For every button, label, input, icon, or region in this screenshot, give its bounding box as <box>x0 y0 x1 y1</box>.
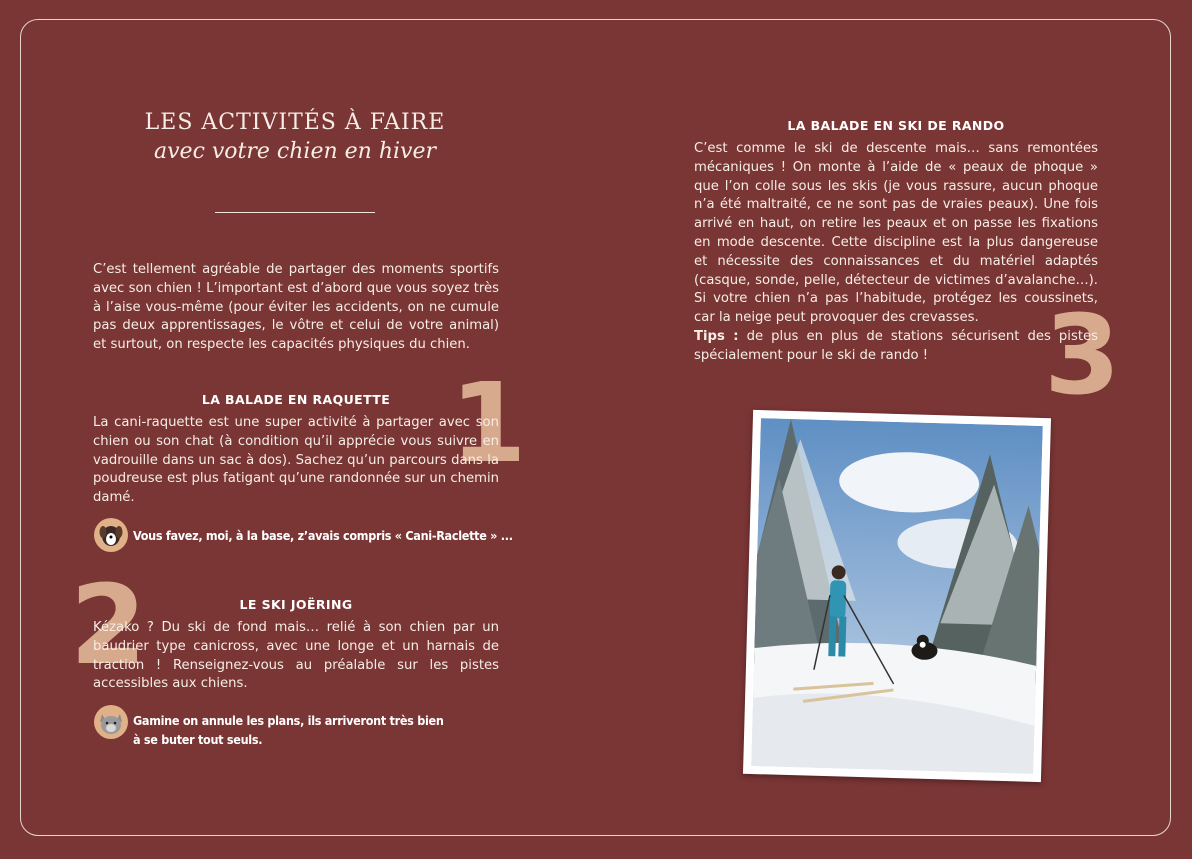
rando-body: C’est comme le ski de descente mais… sans remontées mécaniques ! On monte à l’aide de « peaux de phoque » que l’on colle sous les skis (je vous rassure, aucun phoque n’a été maltraité, ce ne sont pas de vraies peaux). Une fois arrivé en haut, on retire les peaux et on passe les fixations en mode descente. Cette discipline est la plus dangereuse et nécessite des connaissances et du matériel adaptés (casque, sonde, pelle, détecteur de victimes d’avalanche…). Si votre chien n’a pas l’habitude, protégez les coussinets, car la neige peut provoquer des crevasses. <box>694 141 1098 326</box>
section-number-2: 2 <box>70 561 147 689</box>
cat-quote-line2: à se buter tout seuls. <box>133 732 263 747</box>
section-text-raquette: La cani-raquette est une super activité à partager avec son chien ou son chat (à condition qu’il apprécie vous suivre en vadrouille dans un sac à dos). Sachez qu’un parcours dans la poudreuse est plus fatigant qu’une randonnée sur un chemin damé. <box>93 415 499 506</box>
cat-quote-line1: Gamine on annule les plans, ils arriveront très bien <box>133 713 444 728</box>
ski-photo-image <box>751 418 1043 774</box>
title-line1: LES ACTIVITÉS À FAIRE <box>144 110 446 135</box>
section-text-rando <box>694 140 1098 366</box>
section-text-joering: Kézako ? Du ski de fond mais… relié à son chien par un baudrier type canicross, avec une longe et un harnais de traction ! Renseignez-vous au préalable sur les pistes accessibles aux chiens. <box>93 620 499 692</box>
section-heading-joering: LE SKI JOËRING <box>239 597 353 612</box>
cat-quote <box>133 711 513 749</box>
tips-text: de plus en plus de stations sécurisent des pistes spécialement pour le ski de rando ! <box>694 328 1098 363</box>
section-number-3: 3 <box>1044 291 1121 419</box>
dog-avatar-icon <box>94 518 128 552</box>
dog-quote: Vous favez, moi, à la base, z’avais compris « Cani-Raclette » ... <box>133 528 513 543</box>
section-number-1: 1 <box>450 359 527 487</box>
ski-photo <box>743 410 1051 782</box>
intro-paragraph: C’est tellement agréable de partager des moments sportifs avec son chien ! L’important est d’abord que vous soyez très à l’aise vous-même (pour éviter les accidents, on ne cumule pas deux apprentissages, le vôtre et celui de votre animal) et surtout, on respecte les capacités physiques du chien. <box>93 262 499 353</box>
page-title <box>120 110 470 164</box>
tips-label: Tips : <box>694 328 739 344</box>
title-line2: avec votre chien en hiver <box>154 139 436 164</box>
section-heading-raquette: LA BALADE EN RAQUETTE <box>201 392 391 407</box>
title-divider <box>215 212 375 213</box>
cat-avatar-icon <box>94 705 128 739</box>
section-heading-rando: LA BALADE EN SKI DE RANDO <box>787 118 1005 133</box>
